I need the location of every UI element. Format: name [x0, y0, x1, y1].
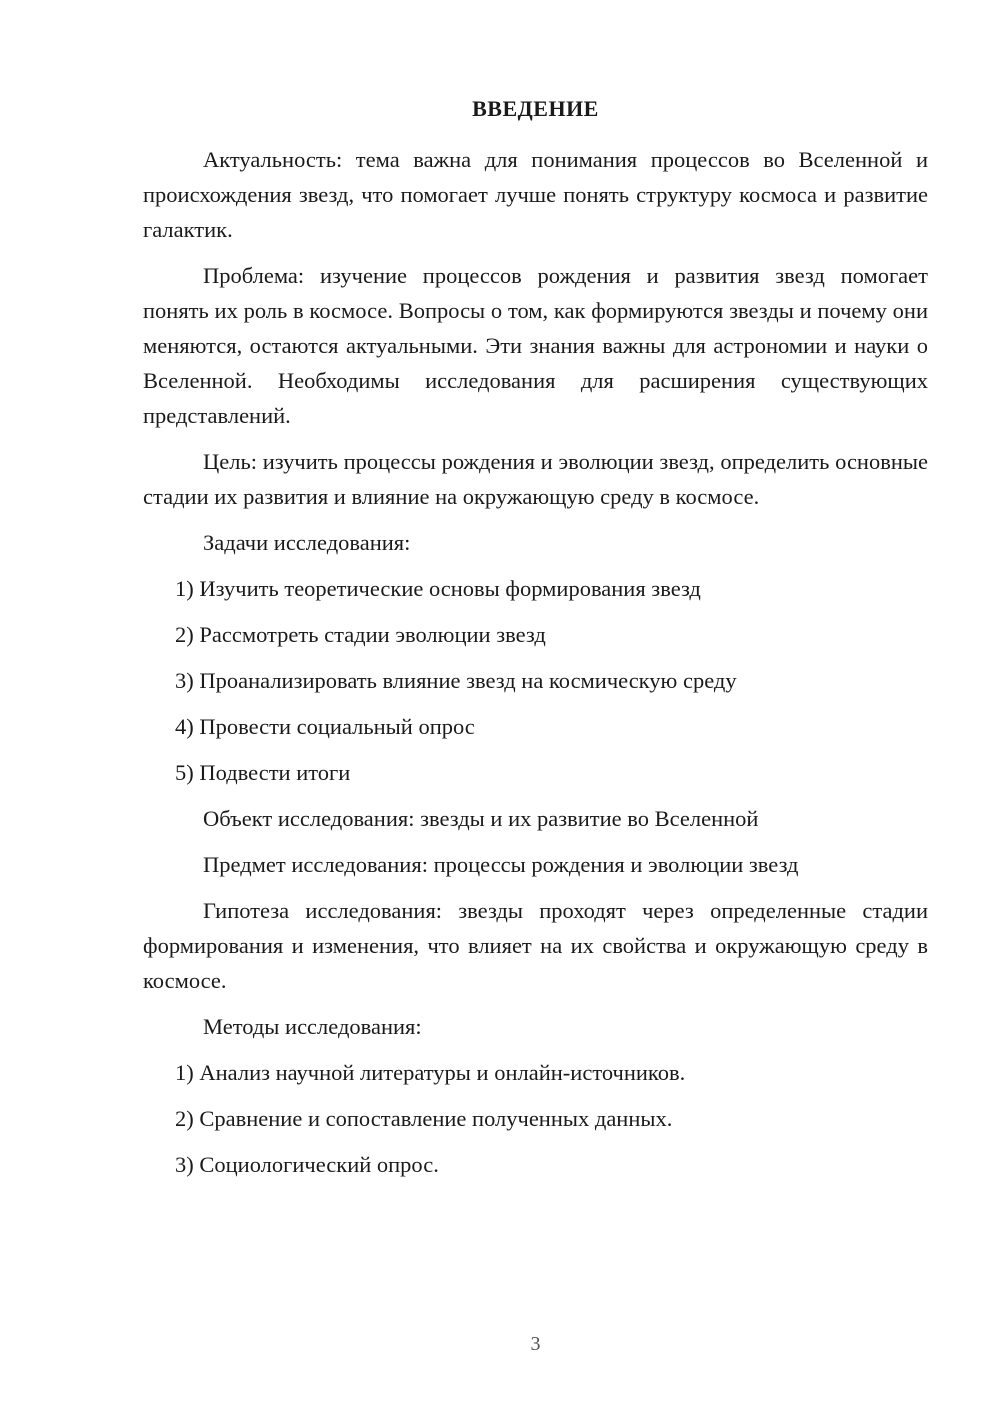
list-item: 1) Анализ научной литературы и онлайн-источников.	[175, 1060, 686, 1085]
document-page	[143, 0, 928, 1414]
page-number: 3	[530, 1333, 541, 1355]
list-item: 2) Сравнение и сопоставление полученных данных.	[175, 1106, 673, 1131]
problem-paragraph: Проблема: изучение процессов рождения и развития звезд помогает понять их роль в космосе. Вопросы о том, как формируются звезды и почему они меняются, остаются актуальными. Эти знания важны для астрономии и науки о Вселенной. Необходимы исследования для расширения существующих представлений.	[143, 263, 928, 428]
page-title: ВВЕДЕНИЕ	[472, 96, 599, 121]
tasks-heading: Задачи исследования:	[203, 530, 411, 555]
subject-paragraph: Предмет исследования: процессы рождения и эволюции звезд	[203, 852, 799, 877]
list-item: 3) Социологический опрос.	[175, 1152, 439, 1177]
methods-heading: Методы исследования:	[203, 1014, 422, 1039]
object-paragraph: Объект исследования: звезды и их развитие во Вселенной	[203, 806, 759, 831]
list-item: 5) Подвести итоги	[175, 760, 351, 785]
document-body	[143, 142, 928, 1193]
list-item: 2) Рассмотреть стадии эволюции звезд	[175, 622, 546, 647]
list-item: 4) Провести социальный опрос	[175, 714, 475, 739]
methods-list	[143, 1055, 928, 1182]
list-item: 1) Изучить теоретические основы формирования звезд	[175, 576, 701, 601]
hypothesis-paragraph: Гипотеза исследования: звезды проходят через определенные стадии формирования и изменения, что влияет на их свойства и окружающую среду в космосе.	[143, 898, 928, 993]
relevance-paragraph: Актуальность: тема важна для понимания процессов во Вселенной и происхождения звезд, что помогает лучше понять структуру космоса и развитие галактик.	[143, 147, 928, 242]
list-item: 3) Проанализировать влияние звезд на космическую среду	[175, 668, 737, 693]
tasks-list	[143, 571, 928, 790]
goal-paragraph: Цель: изучить процессы рождения и эволюции звезд, определить основные стадии их развития и влияние на окружающую среду в космосе.	[143, 449, 928, 509]
